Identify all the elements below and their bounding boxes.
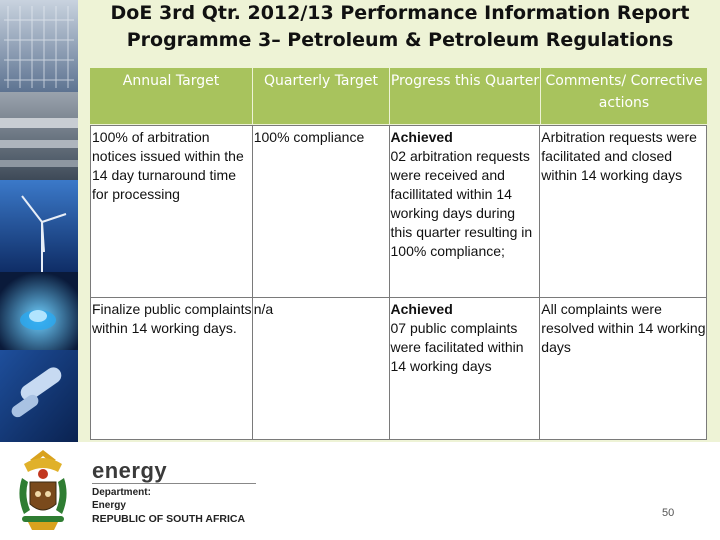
table-row <box>91 126 707 298</box>
quarterly-target-cell <box>252 298 389 440</box>
brand-wordmark: energy <box>92 458 168 483</box>
progress-text: 02 arbitration requests were received and facillitated within 14 working days during this quarter resulting in 100% compliance; <box>390 148 533 259</box>
annual-target-cell <box>91 298 253 440</box>
header-comments: Comments/ Corrective actions <box>541 68 707 124</box>
comments-cell <box>540 126 707 298</box>
annual-target-cell <box>91 126 253 298</box>
country-name: REPUBLIC OF SOUTH AFRICA <box>92 513 246 525</box>
brand-divider <box>92 483 256 484</box>
dept-label: Department: <box>92 487 151 498</box>
annual-target-text: 100% of arbitration notices issued within the 14 day turnaround time for processing <box>92 129 244 202</box>
coat-of-arms-logo <box>10 444 76 534</box>
progress-cell <box>389 126 540 298</box>
comments-text: Arbitration requests were facilitated and closed within 14 working days <box>541 129 697 183</box>
page-number: 50 <box>662 507 675 519</box>
quarterly-target-text: n/a <box>253 301 274 317</box>
energy-image-strip <box>0 0 78 442</box>
header-progress: Progress this Quarter <box>390 68 540 124</box>
header-quarterly-target: Quarterly Target <box>253 68 389 124</box>
table-row <box>91 298 707 440</box>
header-annual-target: Annual Target <box>90 68 252 124</box>
progress-status: Achieved <box>390 301 453 317</box>
progress-text: 07 public complaints were facilitated within 14 working days <box>390 320 524 374</box>
progress-cell <box>389 298 540 440</box>
progress-status: Achieved <box>390 129 453 145</box>
quarterly-target-text: 100% compliance <box>253 129 365 145</box>
energy-collage-image <box>0 0 78 442</box>
dept-name: Energy <box>92 500 126 511</box>
title-line-2: Programme 3– Petroleum & Petroleum Regulations <box>126 29 674 51</box>
performance-table <box>90 125 707 440</box>
annual-target-text: Finalize public complaints within 14 working days. <box>92 301 252 336</box>
comments-cell <box>540 298 707 440</box>
title-line-1: DoE 3rd Qtr. 2012/13 Performance Information Report <box>110 2 690 24</box>
comments-text: All complaints were resolved within 14 working days <box>541 301 706 355</box>
quarterly-target-cell <box>252 126 389 298</box>
slide-title <box>80 0 720 54</box>
